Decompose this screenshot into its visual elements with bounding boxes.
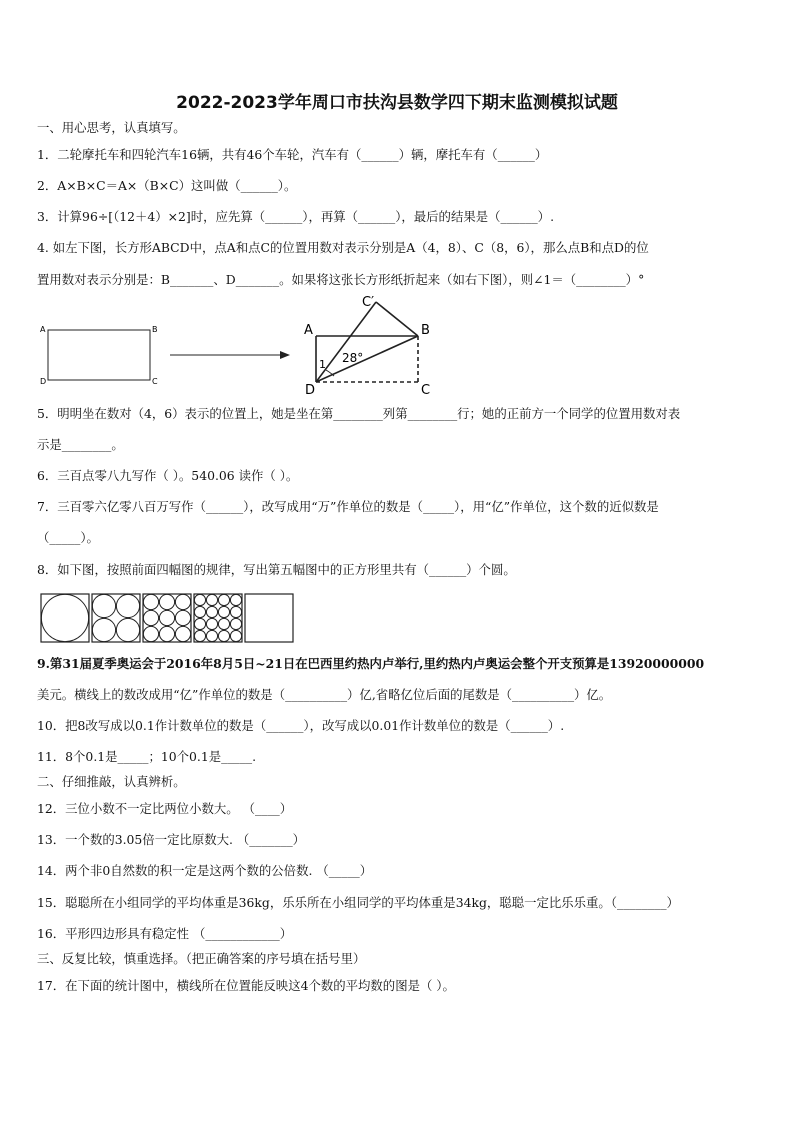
question-17: 17．在下面的统计图中，横线所在位置能反映这4个数的平均数的图是（ ）。 xyxy=(37,978,455,993)
pattern-circle xyxy=(230,594,241,605)
pattern-circle xyxy=(206,630,217,641)
question-8: 8．如下图，按照前面四幅图的规律，写出第五幅图中的正方形里共有（______）个圆。 xyxy=(37,562,516,577)
question-10: 10．把8改写成以0.1作计数单位的数是（______），改写成以0.01作计数单位的数是（______）. xyxy=(37,718,565,733)
label-left-a: A xyxy=(40,325,46,334)
label-left-c: C xyxy=(152,377,158,386)
section-3-heading: 三、反复比较，慎重选择。（把正确答案的序号填在括号里） xyxy=(37,951,366,966)
question-5-line-2: 示是________。 xyxy=(37,437,124,452)
pattern-circle xyxy=(206,606,217,617)
question-9-line-1: 9.第31届夏季奥运会于2016年8月5日~21日在巴西里约热内卢举行,里约热内卢奥运会整个开支预算是13920000000 xyxy=(37,656,705,671)
question-4-line-1: 4. 如左下图，长方形ABCD中，点A和点C的位置用数对表示分别是A（4，8）、C（8，6），那么点B和点D的位 xyxy=(37,240,649,255)
pattern-square-2 xyxy=(92,594,140,642)
pattern-circle xyxy=(159,610,174,625)
pattern-circle xyxy=(206,594,217,605)
page-title: 2022-2023学年周口市扶沟县数学四下期末监测模拟试题 xyxy=(176,93,618,113)
pattern-circle xyxy=(230,606,241,617)
question-16: 16．平形四边形具有稳定性 （____________） xyxy=(37,926,293,941)
pattern-square-3 xyxy=(143,594,191,642)
label-right-c: C xyxy=(421,383,431,398)
pattern-circle xyxy=(116,594,139,617)
pattern-circle xyxy=(175,610,190,625)
pattern-circle xyxy=(218,606,229,617)
question-7-line-2: （_____）。 xyxy=(37,530,99,545)
question-11: 11．8个0.1是_____；10个0.1是_____. xyxy=(37,749,257,764)
pattern-circle xyxy=(218,618,229,629)
question-7-line-1: 7．三百零六亿零八百万写作（______），改写成用“万”作单位的数是（_____），用“亿”作单位，这个数的近似数是 xyxy=(37,499,659,514)
label-left-b: B xyxy=(152,325,158,334)
pattern-circle xyxy=(41,594,88,641)
pattern-circle xyxy=(218,630,229,641)
pattern-circle xyxy=(116,618,139,641)
pattern-circle xyxy=(194,594,205,605)
pattern-circle xyxy=(159,626,174,641)
pattern-circle xyxy=(175,626,190,641)
pattern-circle xyxy=(143,594,158,609)
label-left-d: D xyxy=(40,377,47,386)
question-2: 2．A×B×C＝A×（B×C）这叫做（______）。 xyxy=(37,178,297,193)
question-5-line-1: 5．明明坐在数对（4，6）表示的位置上，她是坐在第________列第________行；她的正前方一个同学的位置用数对表 xyxy=(37,406,681,421)
question-14: 14．两个非0自然数的积一定是这两个数的公倍数. （_____） xyxy=(37,863,373,878)
section-1-heading: 一、用心思考，认真填写。 xyxy=(37,120,186,135)
pattern-circle xyxy=(218,594,229,605)
pattern-circle xyxy=(143,626,158,641)
pattern-circle xyxy=(194,606,205,617)
question-4-line-2: 置用数对表示分别是：B_______、D_______。如果将这张长方形纸折起来（如右下图），则∠1＝（________）° xyxy=(37,272,645,287)
question-4-figure xyxy=(0,292,794,400)
section-2-heading: 二、仔细推敲，认真辨析。 xyxy=(37,774,186,789)
pattern-circle xyxy=(230,618,241,629)
rectangle-abcd xyxy=(48,330,150,380)
question-15: 15．聪聪所在小组同学的平均体重是36kg，乐乐所在小组同学的平均体重是34kg，聪聪一定比乐乐重。（________） xyxy=(37,895,679,910)
label-right-d: D xyxy=(305,383,316,398)
question-3: 3．计算96÷[（12＋4）×2]时，应先算（______），再算（______），最后的结果是（______）. xyxy=(37,209,555,224)
pattern-circle xyxy=(194,630,205,641)
arrow-head-icon xyxy=(280,351,290,359)
label-right-b: B xyxy=(421,323,430,338)
pattern-square-5 xyxy=(245,594,293,642)
pattern-circle xyxy=(143,610,158,625)
pattern-circle xyxy=(92,618,115,641)
label-angle-1: 1 xyxy=(319,358,326,371)
label-right-a: A xyxy=(304,323,313,338)
question-13: 13．一个数的3.05倍一定比原数大. （_______） xyxy=(37,832,306,847)
question-6: 6．三百点零八九写作（ ）。540.06 读作（ ）。 xyxy=(37,468,299,483)
label-angle-28: 28° xyxy=(342,351,364,365)
label-c-prime: C′ xyxy=(362,295,375,310)
question-12: 12．三位小数不一定比两位小数大。 （____） xyxy=(37,801,293,816)
question-1: 1．二轮摩托车和四轮汽车16辆，共有46个车轮，汽车有（______）辆，摩托车有（______） xyxy=(37,147,548,162)
pattern-circle xyxy=(230,630,241,641)
pattern-square-4 xyxy=(194,594,242,642)
pattern-circle xyxy=(194,618,205,629)
pattern-circle xyxy=(92,594,115,617)
pattern-circle xyxy=(175,594,190,609)
pattern-circle xyxy=(206,618,217,629)
question-9-line-2: 美元。横线上的数改成用“亿”作单位的数是（__________）亿,省略亿位后面的尾数是（__________）亿。 xyxy=(37,687,612,702)
question-8-figure xyxy=(0,590,794,646)
pattern-circle xyxy=(159,594,174,609)
